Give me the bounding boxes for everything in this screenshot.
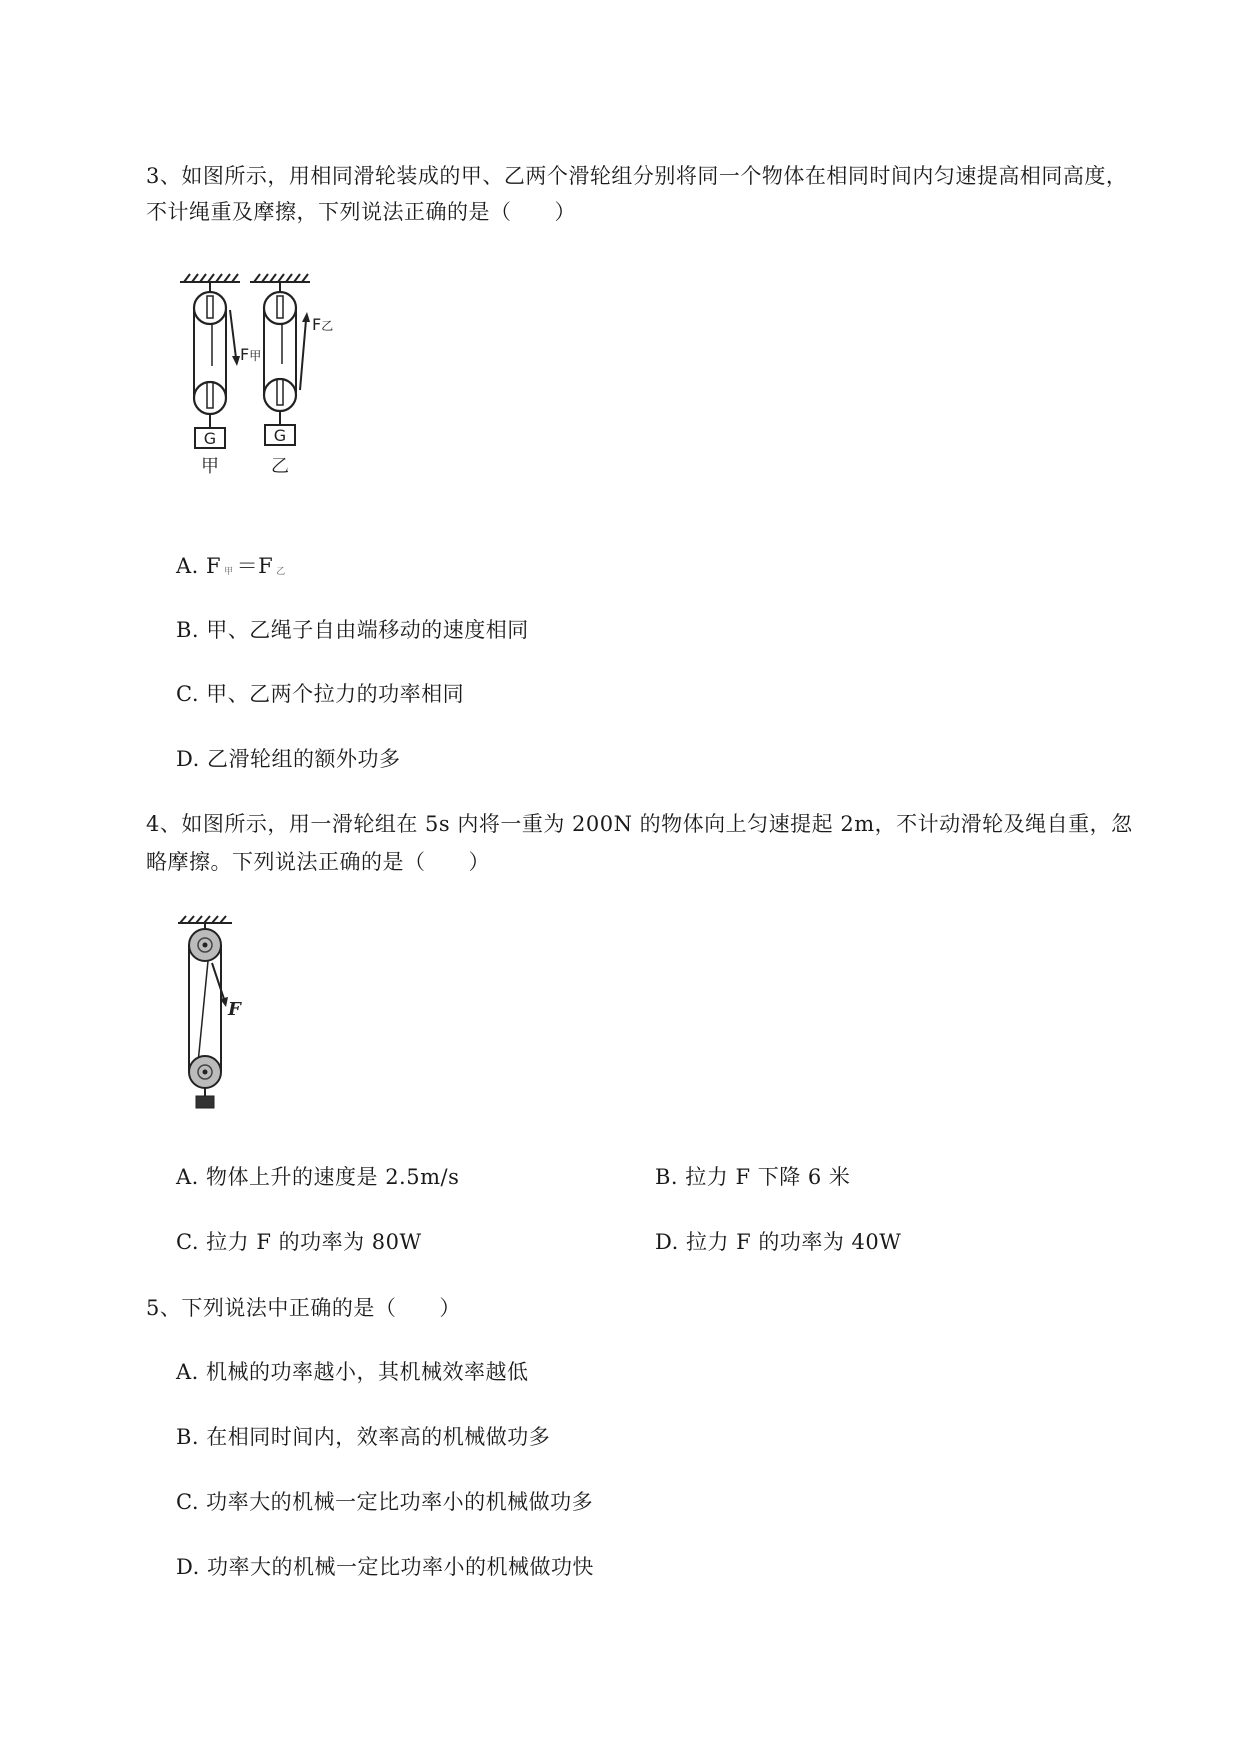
q4-weight (196, 1096, 214, 1108)
q3-right-ceiling (250, 274, 310, 282)
q3-option-a (176, 550, 289, 580)
q3-left-caption: 甲 (201, 456, 219, 477)
q4-option-b: B. 拉力 F 下降 6 米 (655, 1165, 851, 1189)
q3-right-moving-pulley (264, 379, 296, 411)
q3-left-fixed-pulley (194, 292, 226, 324)
q3-left-weight-label: G (203, 429, 217, 448)
q3-stem-line1: 3、如图所示，用相同滑轮装成的甲、乙两个滑轮组分别将同一个物体在相同时间内匀速提高相同高度， (146, 164, 1128, 188)
q3-left-moving-pulley (194, 382, 226, 414)
q3-right-force-label: F乙 (312, 315, 334, 334)
q3-option-a-prefix: A. F (176, 554, 222, 578)
q4-pulley-figure (170, 915, 260, 1115)
q5-option-a: A. 机械的功率越小，其机械效率越低 (176, 1360, 529, 1384)
q3-right-weight-label: G (273, 426, 287, 445)
q5-stem: 5、下列说法中正确的是（ ） (146, 1296, 461, 1320)
q3-option-d: D. 乙滑轮组的额外功多 (176, 747, 401, 771)
q4-option-d: D. 拉力 F 的功率为 40W (655, 1230, 902, 1254)
q3-right-fixed-pulley (264, 292, 296, 324)
q3-option-a-mid: ＝F (236, 554, 274, 578)
q4-option-a: A. 物体上升的速度是 2.5m/s (176, 1165, 460, 1189)
q4-stem-line1: 4、如图所示，用一滑轮组在 5s 内将一重为 200N 的物体向上匀速提起 2m，不计动滑轮及绳自重，忽 (146, 812, 1133, 836)
q5-option-d: D. 功率大的机械一定比功率小的机械做功快 (176, 1555, 594, 1579)
q3-left-ceiling (180, 274, 240, 282)
q5-option-b: B. 在相同时间内，效率高的机械做功多 (176, 1425, 551, 1449)
q3-option-c: C. 甲、乙两个拉力的功率相同 (176, 682, 465, 706)
q3-left-force-label: F甲 (240, 345, 262, 364)
q3-pulley-figure (170, 270, 390, 500)
q3-option-a-sub2: 乙 (276, 567, 286, 577)
q3-option-b: B. 甲、乙绳子自由端移动的速度相同 (176, 618, 529, 642)
q5-option-c: C. 功率大的机械一定比功率小的机械做功多 (176, 1490, 594, 1514)
q3-stem-line2: 不计绳重及摩擦，下列说法正确的是（ ） (146, 200, 576, 224)
q3-right-caption: 乙 (271, 456, 289, 477)
q4-option-c: C. 拉力 F 的功率为 80W (176, 1230, 422, 1254)
q4-stem-line2: 略摩擦。下列说法正确的是（ ） (146, 850, 490, 874)
q4-force-label: F (228, 999, 241, 1020)
q3-option-a-sub1: 甲 (224, 567, 234, 577)
